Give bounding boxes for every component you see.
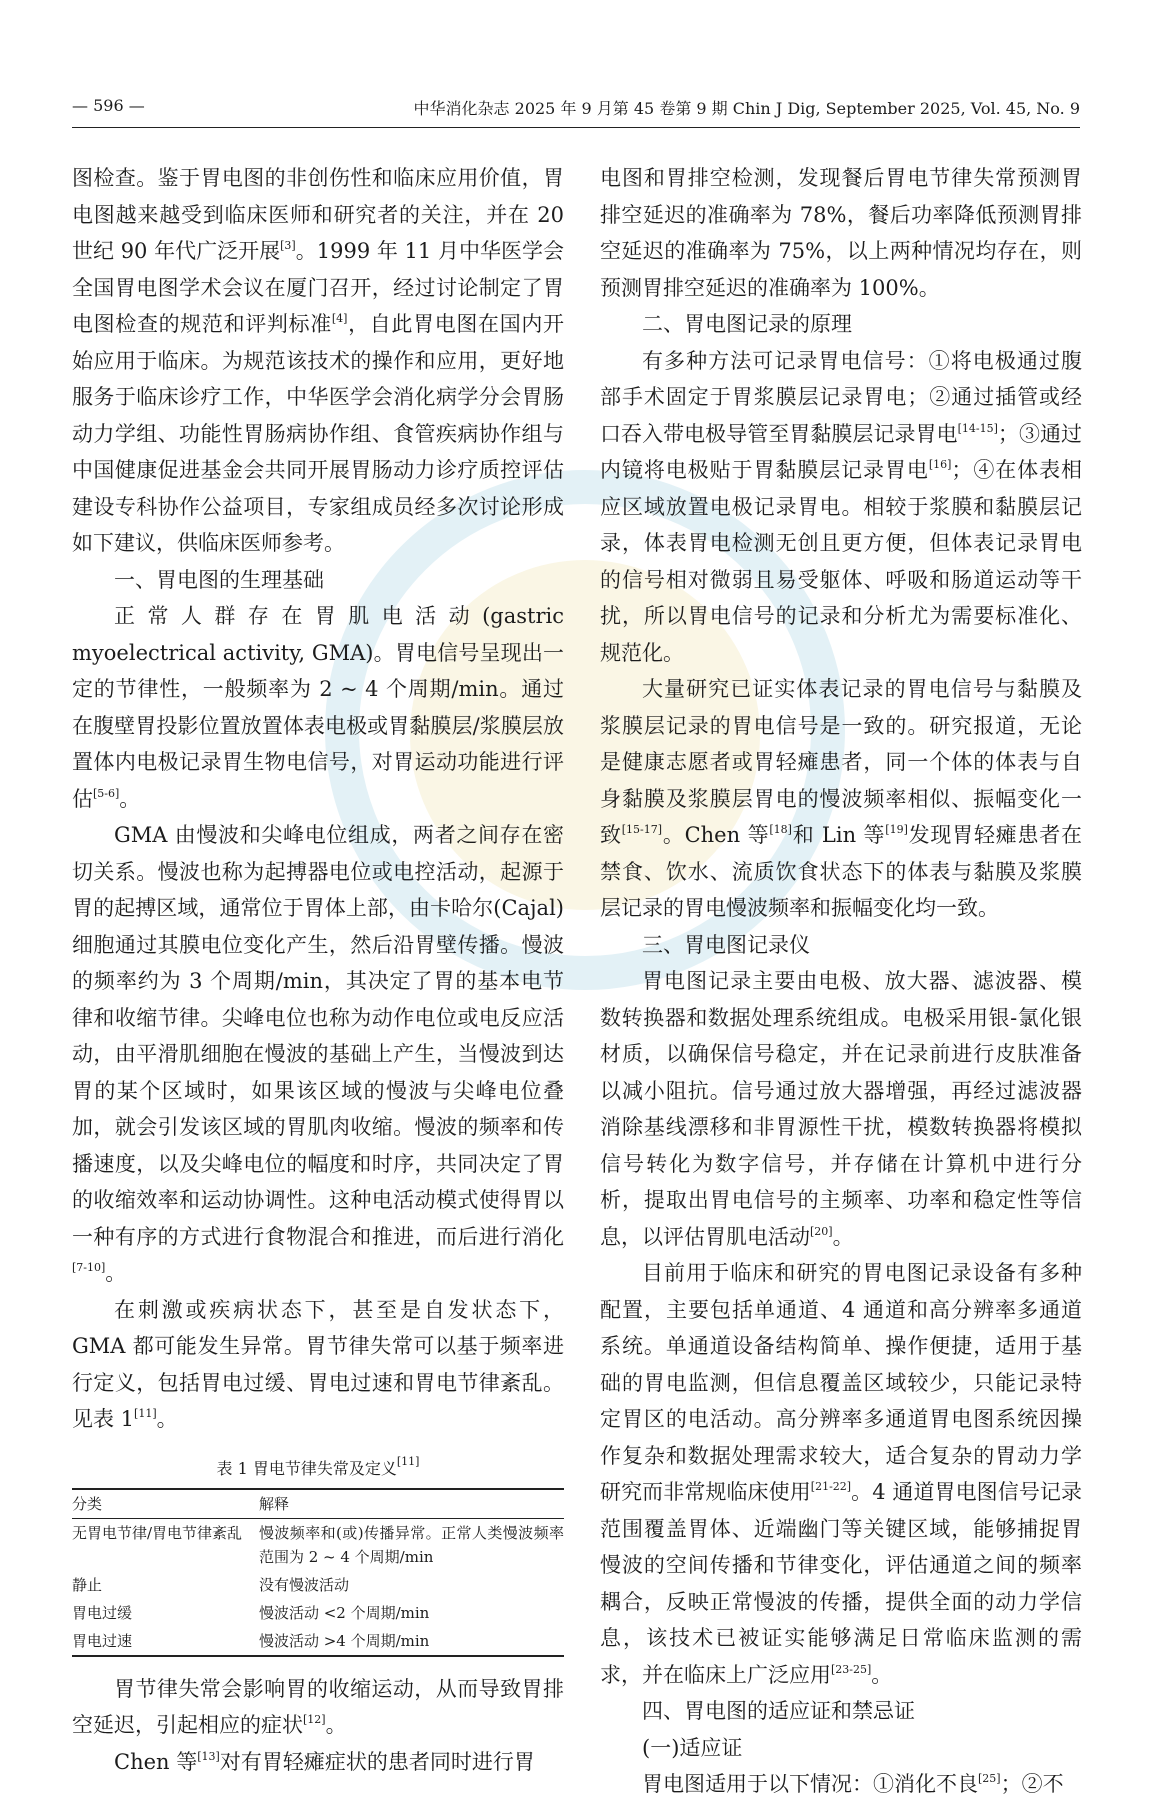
page-number: — 596 —	[72, 96, 145, 115]
table-title: 表 1 胃电节律失常及定义[11]	[216, 1454, 420, 1478]
table-header-category: 分类	[72, 1489, 259, 1519]
paragraph: 目前用于临床和研究的胃电图记录设备有多种配置，主要包括单通道、4 通道和高分辨率多通道系统。单通道设备结构简单、操作便捷，适用于基础的胃电监测，但信息覆盖区域较少，只能记录特定胃区的电活动。高分辨率多通道胃电图系统因操作复杂和数据处理需求较大，适合复杂的胃动力学研究而非常规临床使用[21-22]。4 通道胃电图信号记录范围覆盖胃体、近端幽门等关键区域，能够捕捉胃慢波的空间传播和节律变化，评估通道之间的频率耦合，反映正常慢波的传播，提供全面的动力学信息，该技术已被证实能够满足日常临床监测的需求，并在临床上广泛应用[23-25]。	[600, 1261, 1082, 1687]
table-row: 无胃电节律/胃电节律紊乱 慢波频率和(或)传播异常。正常人类慢波频率范围为 2 ~ 4 个周期/min	[72, 1523, 564, 1566]
table-row: 静止 没有慢波活动	[72, 1575, 349, 1594]
subsection-heading: (一)适应证	[642, 1735, 743, 1760]
journal-citation: 中华消化杂志 2025 年 9 月第 45 卷第 9 期 Chin J Dig, September 2025, Vol. 45, No. 9	[413, 99, 1080, 118]
arrhythmia-table	[72, 1488, 564, 1657]
paragraph: 电图和胃排空检测，发现餐后胃电节律失常预测胃排空延迟的准确率为 78%，餐后功率降低预测胃排空延迟的准确率为 75%，以上两种情况均存在，则预测胃排空延迟的准确率为 100%。	[600, 166, 1082, 300]
right-column	[600, 160, 1082, 1803]
paragraph: 图检查。鉴于胃电图的非创伤性和临床应用价值，胃电图越来越受到临床医师和研究者的关注，并在 20 世纪 90 年代广泛开展[3]。1999 年 11 月中华医学会全国胃电图学术会议在厦门召开，经过讨论制定了胃电图检查的规范和评判标准[4]，自此胃电图在国内开始应用于临床。为规范该技术的操作和应用，更好地服务于临床诊疗工作，中华医学会消化病学分会胃肠动力学组、功能性胃肠病协作组、食管疾病协作组与中国健康促进基金会共同开展胃肠动力诊疗质控评估建设专科协作公益项目，专家组成员经多次讨论形成如下建议，供临床医师参考。	[72, 166, 565, 555]
paragraph: 胃电图适用于以下情况：①消化不良[25]；②不	[642, 1772, 1064, 1796]
paragraph: 有多种方法可记录胃电信号：①将电极通过腹部手术固定于胃浆膜层记录胃电；②通过插管或经口吞入带电极导管至胃黏膜层记录胃电[14-15]；③通过内镜将电极贴于胃黏膜层记录胃电[16]；④在体表相应区域放置电极记录胃电。相较于浆膜和黏膜层记录，体表胃电检测无创且更方便，但体表记录胃电的信号相对微弱且易受躯体、呼吸和肠道运动等干扰，所以胃电信号的记录和分析尤为需要标准化、规范化。	[600, 348, 1083, 665]
section-heading-4: 四、胃电图的适应证和禁忌证	[642, 1699, 915, 1723]
paragraph: 正常人群存在胃肌电活动(gastric myoelectrical activity, GMA)。胃电信号呈现出一定的节律性，一般频率为 2 ~ 4 个周期/min。通过在腹壁胃投影位置放置体表电极或胃黏膜层/浆膜层放置体内电极记录胃生物电信号，对胃运动功能进行评估[5-6]。	[72, 604, 564, 811]
table-1	[72, 1456, 564, 1657]
section-heading-3: 三、胃电图记录仪	[642, 932, 810, 957]
page-header	[72, 96, 1080, 128]
section-heading-2: 二、胃电图记录的原理	[642, 312, 852, 336]
table-header-explanation: 解释	[259, 1489, 564, 1519]
paragraph: 在刺激或疾病状态下，甚至是自发状态下，GMA 都可能发生异常。胃节律失常可以基于频率进行定义，包括胃电过缓、胃电过速和胃电节律紊乱。见表 1[11]。	[72, 1297, 564, 1431]
paragraph: GMA 由慢波和尖峰电位组成，两者之间存在密切关系。慢波也称为起搏器电位或电控活动，起源于胃的起搏区域，通常位于胃体上部，由卡哈尔(Cajal)细胞通过其膜电位变化产生，然后沿胃壁传播。慢波的频率约为 3 个周期/min，其决定了胃的基本电节律和收缩节律。尖峰电位也称为动作电位或电反应活动，由平滑肌细胞在慢波的基础上产生，当慢波到达胃的某个区域时，如果该区域的慢波与尖峰电位叠加，就会引发该区域的胃肌肉收缩。慢波的频率和传播速度，以及尖峰电位的幅度和时序，共同决定了胃的收缩效率和运动协调性。这种电活动模式使得胃以一种有序的方式进行食物混合和推进，而后进行消化[7-10]。	[72, 823, 564, 1285]
table-row: 胃电过速 慢波活动 >4 个周期/min	[72, 1627, 564, 1656]
paragraph: 大量研究已证实体表记录的胃电信号与黏膜及浆膜层记录的胃电信号是一致的。研究报道，无论是健康志愿者或胃轻瘫患者，同一个体的体表与自身黏膜及浆膜层胃电的慢波频率相似、振幅变化一致[15-17]。Chen 等[18]和 Lin 等[19]发现胃轻瘫患者在禁食、饮水、流质饮食状态下的体表与黏膜及浆膜层记录的胃电慢波频率和振幅变化均一致。	[600, 677, 1082, 920]
left-column	[72, 160, 564, 1780]
section-heading-1: 一、胃电图的生理基础	[114, 567, 324, 592]
paragraph: 胃电图记录主要由电极、放大器、滤波器、模数转换器和数据处理系统组成。电极采用银-氯化银材质，以确保信号稳定，并在记录前进行皮肤准备以减小阻抗。信号通过放大器增强，再经过滤波器消除基线漂移和非胃源性干扰，模数转换器将模拟信号转化为数字信号，并存储在计算机中进行分析，提取出胃电信号的主频率、功率和稳定性等信息，以评估胃肌电活动[20]。	[600, 969, 1082, 1249]
table-row: 胃电过缓 慢波活动 <2 个周期/min	[72, 1603, 430, 1622]
paragraph: 胃节律失常会影响胃的收缩运动，从而导致胃排空延迟，引起相应的症状[12]。	[72, 1676, 564, 1737]
paragraph: Chen 等[13]对有胃轻瘫症状的患者同时进行胃	[114, 1749, 535, 1774]
